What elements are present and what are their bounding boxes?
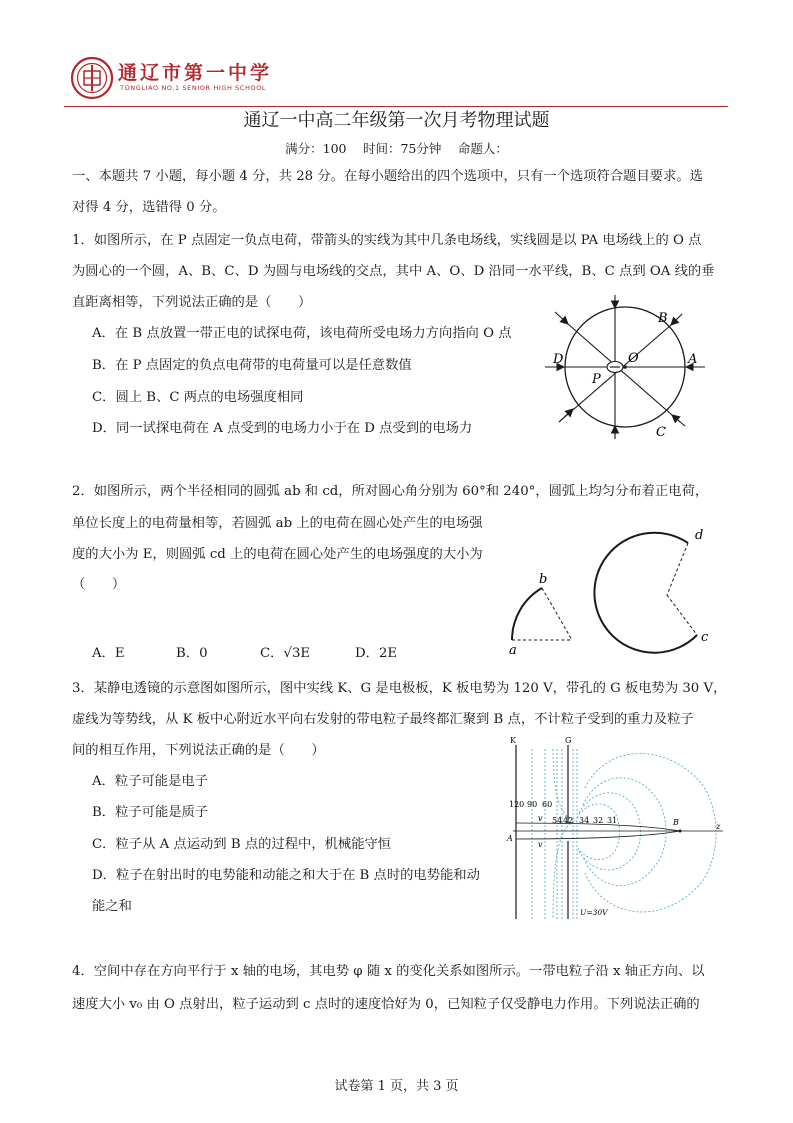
- q2-stem-line-4: （ ）: [72, 577, 126, 592]
- section-instruction-line-1: 一、本题共 7 小题，每小题 4 分，共 28 分。在每小题给出的四个选项中，只有一个选项符合题目要求。选: [72, 169, 703, 184]
- q3-potential-31: 31: [607, 816, 618, 825]
- page-footer: 试卷第 1 页，共 3 页: [334, 1079, 459, 1094]
- q3-stem-line-2: 虚线为等势线，从 K 板中心附近水平向右发射的带电粒子最终都汇聚到 B 点，不计粒子受到的重力及粒子: [72, 712, 694, 727]
- q3-label-v-bottom: v: [538, 840, 543, 849]
- q3-stem-line-1: 3．某静电透镜的示意图如图所示，图中实线 K、G 是电极板，K 板电势为 120 V，带孔的 G 板电势为 30 V，: [72, 681, 727, 696]
- q3-label-b: B: [673, 818, 679, 827]
- q3-potential-60: 60: [542, 800, 553, 809]
- q3-option-d-cont: 能之和: [92, 899, 132, 914]
- q3-lens-figure: [505, 733, 727, 923]
- q3-option-b[interactable]: B．粒子可能是质子: [92, 805, 209, 820]
- q2-stem-line-1: 2．如图所示，两个半径相同的圆弧 ab 和 cd，所对圆心角分别为 60°和 240°，圆弧上均匀分布着正电荷，: [72, 484, 709, 499]
- q2-label-c: c: [701, 630, 709, 645]
- q3-label-g: G: [565, 736, 572, 745]
- q3-label-u: U=30V: [580, 908, 608, 917]
- q4-stem-line-2: 速度大小 v₀ 由 O 点射出，粒子运动到 c 点时的速度恰好为 0，已知粒子仅受静电力作用。下列说法正确的: [72, 997, 700, 1012]
- q1-label-d: D: [553, 352, 564, 367]
- q3-label-z: z: [716, 822, 721, 831]
- q1-option-d[interactable]: D．同一试探电荷在 A 点受到的电场力小于在 D 点受到的电场力: [92, 421, 473, 436]
- q2-option-b[interactable]: B．0: [176, 646, 208, 661]
- q2-option-c[interactable]: C．√3E: [260, 646, 311, 661]
- q1-label-a: A: [688, 352, 698, 367]
- q3-option-a[interactable]: A．粒子可能是电子: [92, 774, 208, 789]
- q3-stem-line-3: 间的相互作用，下列说法正确的是（ ）: [72, 743, 325, 758]
- q2-label-a: a: [509, 643, 517, 655]
- q4-stem-line-1: 4．空间中存在方向平行于 x 轴的电场，其电势 φ 随 x 的变化关系如图所示。一带电粒子沿 x 轴正方向、以: [72, 964, 705, 979]
- q3-option-c[interactable]: C．粒子从 A 点运动到 B 点的过程中，机械能守恒: [92, 837, 392, 852]
- q2-arc-figure: [505, 525, 720, 655]
- q1-option-a[interactable]: A．在 B 点放置一带正电的试探电荷，该电荷所受电场力方向指向 O 点: [92, 326, 512, 341]
- q1-stem-line-1: 1．如图所示，在 P 点固定一负点电荷，带箭头的实线为其中几条电场线，实线圆是以 PA 电场线上的 O 点: [72, 233, 702, 248]
- q1-label-o: O: [628, 351, 639, 366]
- q3-label-v-top: v: [538, 814, 543, 823]
- school-name-en: TONGLIAO NO.1 SENIOR HIGH SCHOOL: [120, 84, 267, 92]
- school-logo-icon: [70, 56, 114, 100]
- q1-label-p: P: [592, 372, 601, 387]
- q3-potential-42: 42: [563, 816, 574, 825]
- section-instruction-line-2: 对得 4 分，选错得 0 分。: [72, 200, 226, 215]
- q1-field-figure: [540, 292, 710, 442]
- q3-potential-120: 120: [509, 800, 525, 809]
- q1-label-c: C: [656, 425, 666, 440]
- q3-potential-32: 32: [593, 816, 604, 825]
- q2-stem-line-3: 度的大小为 E，则圆弧 cd 上的电荷在圆心处产生的电场强度的大小为: [72, 547, 483, 562]
- q3-potential-34: 34: [579, 816, 590, 825]
- q1-stem-line-2: 为圆心的一个圆，A、B、C、D 为圆与电场线的交点，其中 A、O、D 沿同一水平线，B、C 点到 OA 线的垂: [72, 264, 715, 279]
- school-name: 通辽市第一中学: [118, 62, 273, 84]
- exam-meta: 满分：100 时间：75分钟 命题人：: [285, 141, 508, 156]
- q2-label-d: d: [695, 528, 704, 543]
- q1-stem-line-3: 直距离相等，下列说法正确的是（ ）: [72, 295, 312, 310]
- q3-potential-90: 90: [527, 800, 538, 809]
- q2-stem-line-2: 单位长度上的电荷量相等，若圆弧 ab 上的电荷在圆心处产生的电场强: [72, 516, 483, 531]
- exam-title: 通辽一中高二年级第一次月考物理试题: [243, 110, 550, 131]
- q3-option-d[interactable]: D．粒子在射出时的电势能和动能之和大于在 B 点时的电势能和动: [92, 868, 480, 883]
- q2-option-a[interactable]: A．E: [92, 646, 125, 661]
- q2-label-b: b: [539, 572, 548, 587]
- q1-option-c[interactable]: C．圆上 B、C 两点的电场强度相同: [92, 390, 304, 405]
- q3-label-k: K: [510, 736, 516, 745]
- q1-label-b: B: [658, 311, 668, 326]
- q1-option-b[interactable]: B．在 P 点固定的负点电荷带的电荷量可以是任意数值: [92, 358, 412, 373]
- q3-potential-54: 54: [552, 816, 563, 825]
- q2-option-d[interactable]: D．2E: [355, 646, 398, 661]
- q3-label-a: A: [507, 834, 513, 843]
